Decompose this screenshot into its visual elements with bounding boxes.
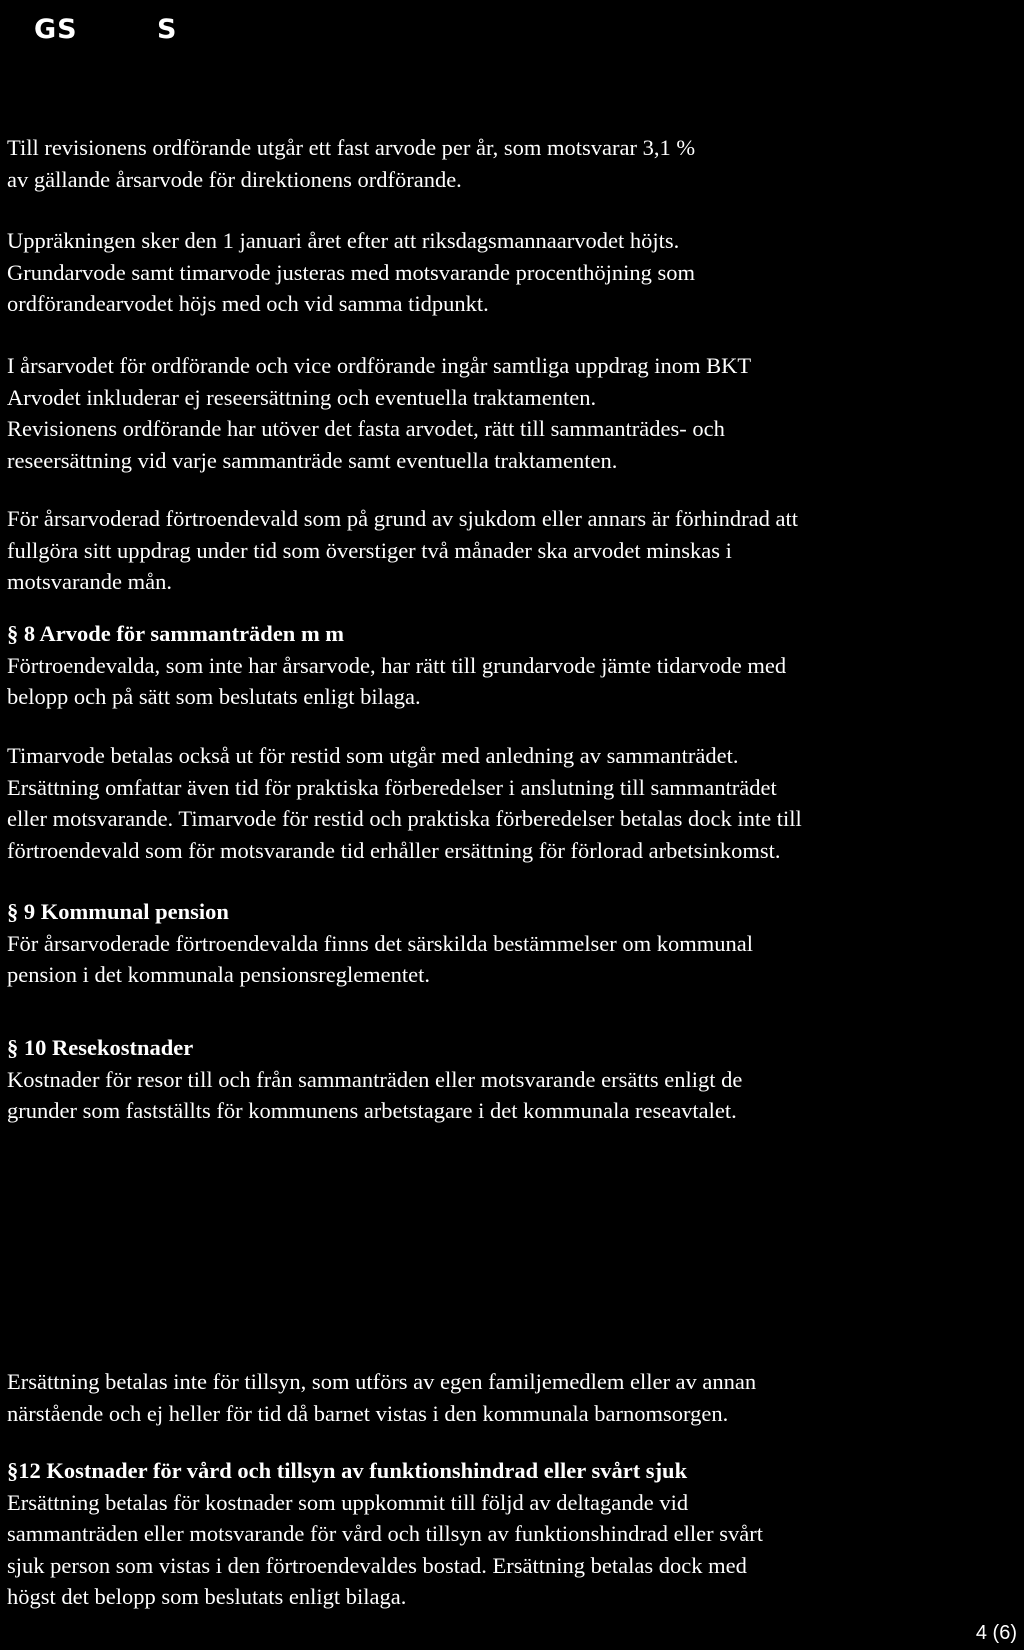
section-8-travel-time — [7, 740, 1017, 866]
text-line: Arvodet inkluderar ej reseersättning och eventuella traktamenten. — [7, 384, 597, 410]
text-line: I årsarvodet för ordförande och vice ordförande ingår samtliga uppdrag inom BKT — [7, 353, 752, 378]
text-line: Grundarvode samt timarvode justeras med motsvarande procenthöjning som — [7, 259, 695, 285]
text-line: förtroendevald som för motsvarande tid erhåller ersättning för förlorad arbetsinkomst. — [7, 837, 781, 863]
section-10 — [7, 1032, 1017, 1127]
text-line: För årsarvoderade förtroendevalda finns det särskilda bestämmelser om kommunal — [7, 930, 754, 956]
text-line: fullgöra sitt uppdrag under tid som överstiger två månader ska arvodet minskas i — [7, 537, 732, 563]
text-line: Förtroendevalda, som inte har årsarvode, har rätt till grundarvode jämte tidarvode med — [7, 652, 787, 678]
text-line: Revisionens ordförande har utöver det fasta arvodet, rätt till sammanträdes- och — [7, 416, 725, 441]
section-9 — [7, 896, 1017, 991]
text-line: högst det belopp som beslutats enligt bilaga. — [7, 1584, 407, 1609]
text-line: av gällande årsarvode för direktionens ordförande. — [7, 166, 462, 192]
text-line: Uppräkningen sker den 1 januari året efter att riksdagsmannaarvodet höjts. — [7, 228, 680, 253]
section-12 — [7, 1455, 1017, 1613]
text-line: Timarvode betalas också ut för restid som utgår med anledning av sammanträdet. — [7, 743, 739, 768]
text-line: reseersättning vid varje sammanträde samt eventuella traktamenten. — [7, 447, 618, 473]
header-mark-right: S — [157, 14, 178, 45]
section-heading: § 8 Arvode för sammanträden m m — [7, 621, 345, 646]
section-8 — [7, 618, 1017, 713]
text-line: grunder som fastställts för kommunens arbetstagare i det kommunala reseavtalet. — [7, 1098, 737, 1123]
text-line: belopp och på sätt som beslutats enligt bilaga. — [7, 684, 421, 709]
text-line: Ersättning omfattar även tid för praktiska förberedelser i anslutning till sammanträdet — [7, 774, 777, 800]
text-line: motsvarande mån. — [7, 569, 172, 594]
text-line: sammanträden eller motsvarande för vård och tillsyn av funktionshindrad eller svårt — [7, 1521, 764, 1546]
text-line: Ersättning betalas för kostnader som uppkommit till följd av deltagande vid — [7, 1489, 689, 1515]
text-line: För årsarvoderad förtroendevald som på grund av sjukdom eller annars är förhindrad att — [7, 506, 798, 531]
text-line: ordförandearvodet höjs med och vid samma tidpunkt. — [7, 291, 489, 316]
section-11-tail — [7, 1366, 1017, 1429]
text-line: Ersättning betalas inte för tillsyn, som utförs av egen familjemedlem eller av annan — [7, 1369, 757, 1394]
paragraph-annual-fee-scope — [7, 350, 1017, 476]
text-line: pension i det kommunala pensionsreglementet. — [7, 962, 431, 987]
text-line: Till revisionens ordförande utgår ett fast arvode per år, som motsvarar 3,1 % — [7, 135, 696, 160]
text-line: närstående och ej heller för tid då barnet vistas i den kommunala barnomsorgen. — [7, 1400, 729, 1426]
paragraph-sickness-reduction — [7, 503, 1017, 598]
section-heading: § 10 Resekostnader — [7, 1035, 194, 1060]
text-line: eller motsvarande. Timarvode för restid och praktiska förberedelser betalas dock inte till — [7, 806, 802, 831]
text-line: sjuk person som vistas i den förtroendevaldes bostad. Ersättning betalas dock med — [7, 1552, 747, 1578]
paragraph-indexation — [7, 225, 1017, 320]
header-mark-left: GS — [34, 14, 78, 45]
page-number: 4 (6) — [975, 1622, 1017, 1644]
section-heading: §12 Kostnader för vård och tillsyn av funktionshindrad eller svårt sjuk — [7, 1458, 688, 1483]
paragraph-revision-fee — [7, 132, 1017, 195]
section-heading: § 9 Kommunal pension — [7, 899, 229, 924]
text-line: Kostnader för resor till och från sammanträden eller motsvarande ersätts enligt de — [7, 1066, 743, 1092]
